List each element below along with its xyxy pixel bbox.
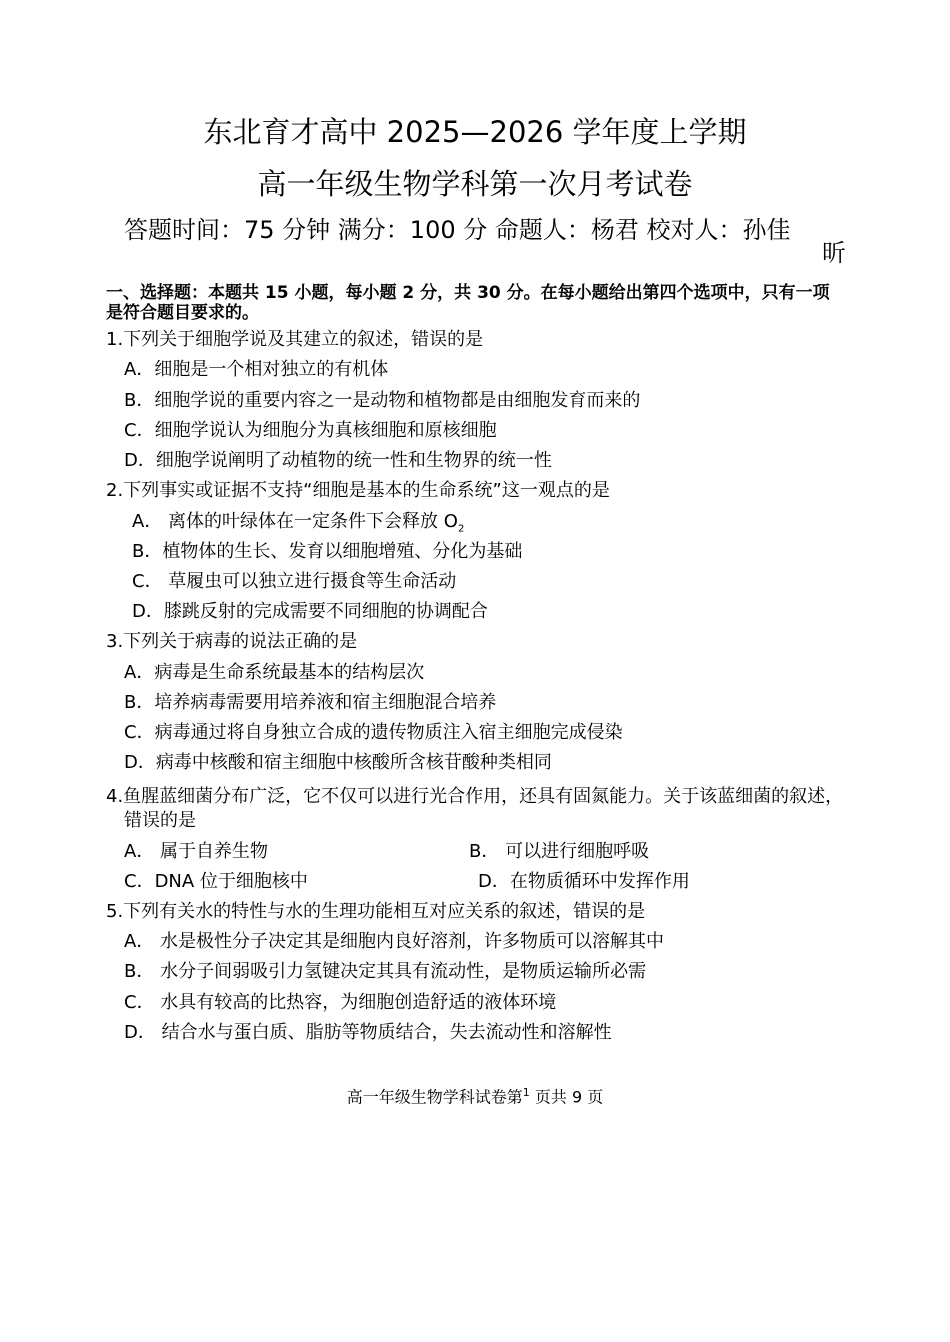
exam-title: 东北育才高中 2025—2026 学年度上学期 xyxy=(203,115,747,149)
option-a-text: A． 离体的叶绿体在一定条件下会释放 O xyxy=(132,511,458,532)
option-a xyxy=(132,509,464,543)
option-d: D．病毒中核酸和宿主细胞中核酸所含核苷酸种类相同 xyxy=(124,752,552,773)
option-a: A． 属于自养生物 xyxy=(124,841,269,862)
option-a: A． 水是极性分子决定其是细胞内良好溶剂，许多物质可以溶解其中 xyxy=(124,931,665,952)
page-footer xyxy=(0,1082,950,1108)
option-c: C．病毒通过将自身独立合成的遗传物质注入宿主细胞完成侵染 xyxy=(124,722,623,743)
question-stem: 5.下列有关水的特性与水的生理功能相互对应关系的叙述，错误的是 xyxy=(106,901,646,922)
footer-page-number: 1 xyxy=(522,1086,530,1099)
question-stem: 4.鱼腥蓝细菌分布广泛，它不仅可以进行光合作用，还具有固氮能力。关于该蓝细菌的叙述，错误的是 xyxy=(106,786,844,831)
exam-meta-tail: 昕 xyxy=(822,239,846,267)
option-d: D．膝跳反射的完成需要不同细胞的协调配合 xyxy=(132,601,488,622)
footer-prefix: 高一年级生物学科试卷第 xyxy=(346,1087,523,1107)
option-b: B．细胞学说的重要内容之一是动物和植物都是由细胞发育而来的 xyxy=(124,390,641,411)
question-stem: 2.下列事实或证据不支持“细胞是基本的生命系统”这一观点的是 xyxy=(106,480,610,501)
exam-meta-wrap xyxy=(796,214,846,266)
question-stem: 3.下列关于病毒的说法正确的是 xyxy=(106,631,358,652)
option-a-subscript: 2 xyxy=(457,523,465,535)
option-c: C． 草履虫可以独立进行摄食等生命活动 xyxy=(132,571,457,592)
option-d: D．在物质循环中发挥作用 xyxy=(478,871,690,892)
option-c: C． 水具有较高的比热容，为细胞创造舒适的液体环境 xyxy=(124,992,557,1013)
option-d: D．细胞学说阐明了动植物的统一性和生物界的统一性 xyxy=(124,450,552,471)
option-b: B．培养病毒需要用培养液和宿主细胞混合培养 xyxy=(124,692,497,713)
option-b: B． 可以进行细胞呼吸 xyxy=(469,841,650,862)
exam-meta: 答题时间：75 分钟 满分：100 分 命题人：杨君 校对人：孙佳 xyxy=(124,216,791,244)
question-stem: 1.下列关于细胞学说及其建立的叙述，错误的是 xyxy=(106,329,484,350)
option-b: B．植物体的生长、发育以细胞增殖、分化为基础 xyxy=(132,541,523,562)
footer-suffix: 页共 9 页 xyxy=(529,1087,604,1107)
option-c: C．细胞学说认为细胞分为真核细胞和原核细胞 xyxy=(124,420,497,441)
option-a: A．病毒是生命系统最基本的结构层次 xyxy=(124,662,425,683)
option-a: A．细胞是一个相对独立的有机体 xyxy=(124,359,389,380)
section-heading: 一、选择题：本题共 15 小题，每小题 2 分，共 30 分。在每小题给出第四个选项中，只有一项是符合题目要求的。 xyxy=(106,283,830,323)
exam-subtitle: 高一年级生物学科第一次月考试卷 xyxy=(257,167,693,201)
option-c: C．DNA 位于细胞核中 xyxy=(124,871,308,892)
option-d: D． 结合水与蛋白质、脂肪等物质结合，失去流动性和溶解性 xyxy=(124,1022,612,1043)
option-b: B． 水分子间弱吸引力氢键决定其具有流动性，是物质运输所必需 xyxy=(124,961,647,982)
